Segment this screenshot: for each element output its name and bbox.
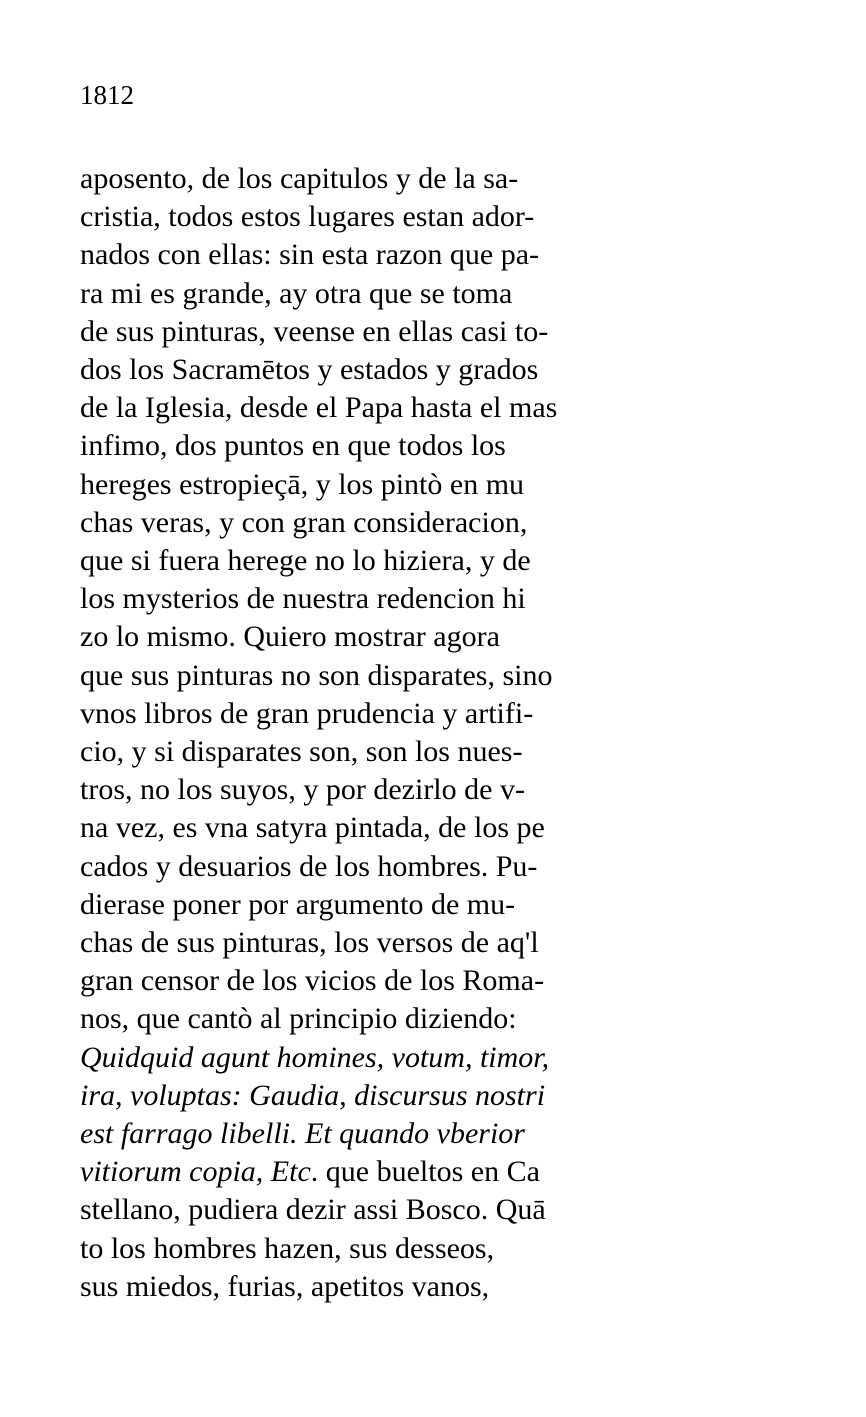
text-line: nos, que cantò al principio diziendo: [80, 1002, 517, 1036]
latin-quote-text: vitiorum copia, Etc [80, 1155, 311, 1189]
text-line: de sus pinturas, veense en ellas casi to- [80, 314, 549, 348]
text-line: cristia, todos estos lugares estan ador- [80, 200, 535, 234]
latin-quote-text: Quidquid agunt homines, votum, timor, [80, 1040, 550, 1074]
text-line: que si fuera herege no lo hiziera, y de [80, 544, 531, 578]
latin-quote-line [80, 1077, 640, 1115]
text-line: stellano, pudiera dezir assi Bosco. Quā [80, 1193, 546, 1227]
text-line: to los hombres hazen, sus desseos, [80, 1231, 495, 1265]
text-line: los mysterios de nuestra redencion hi [80, 582, 526, 616]
text-line: tros, no los suyos, y por dezirlo de v- [80, 773, 525, 807]
text-line: sus miedos, furias, apetitos vanos, [80, 1269, 490, 1303]
mixed-line [80, 1153, 640, 1191]
text-line: ra mi es grande, ay otra que se toma [80, 276, 513, 310]
text-line: dierase poner por argumento de mu- [80, 887, 516, 921]
text-line: que sus pinturas no son disparates, sino [80, 658, 553, 692]
text-line: gran censor de los vicios de los Roma- [80, 964, 545, 998]
text-line: chas veras, y con gran consideracion, [80, 505, 528, 539]
text-line: cados y desuarios de los hombres. Pu- [80, 849, 538, 883]
text-line: dos los Sacramētos y estados y grados [80, 353, 539, 387]
text-line: vnos libros de gran prudencia y artifi- [80, 696, 534, 730]
body-text [80, 160, 640, 1306]
latin-quote-line [80, 1115, 640, 1153]
text-line: zo lo mismo. Quiero mostrar agora [80, 620, 500, 654]
latin-quote-text: ira, voluptas: Gaudia, discursus nostri [80, 1078, 546, 1112]
text-fragment: . que bueltos en Ca [310, 1155, 540, 1189]
text-line: aposento, de los capitulos y de la sa- [80, 162, 519, 195]
latin-quote-text: est farrago libelli. Et quando vberior [80, 1117, 525, 1151]
page-number: 1812 [80, 80, 134, 110]
text-line: nados con ellas: sin esta razon que pa- [80, 238, 540, 272]
text-line: cio, y si disparates son, son los nues- [80, 735, 523, 769]
text-line: hereges estropieçā, y los pintò en mu [80, 467, 525, 501]
text-line: infimo, dos puntos en que todos los [80, 429, 506, 463]
text-line: de la Iglesia, desde el Papa hasta el mas [80, 391, 558, 425]
text-line: chas de sus pinturas, los versos de aq'l [80, 926, 539, 960]
latin-quote-line [80, 1039, 640, 1077]
text-line: na vez, es vna satyra pintada, de los pe [80, 811, 545, 845]
